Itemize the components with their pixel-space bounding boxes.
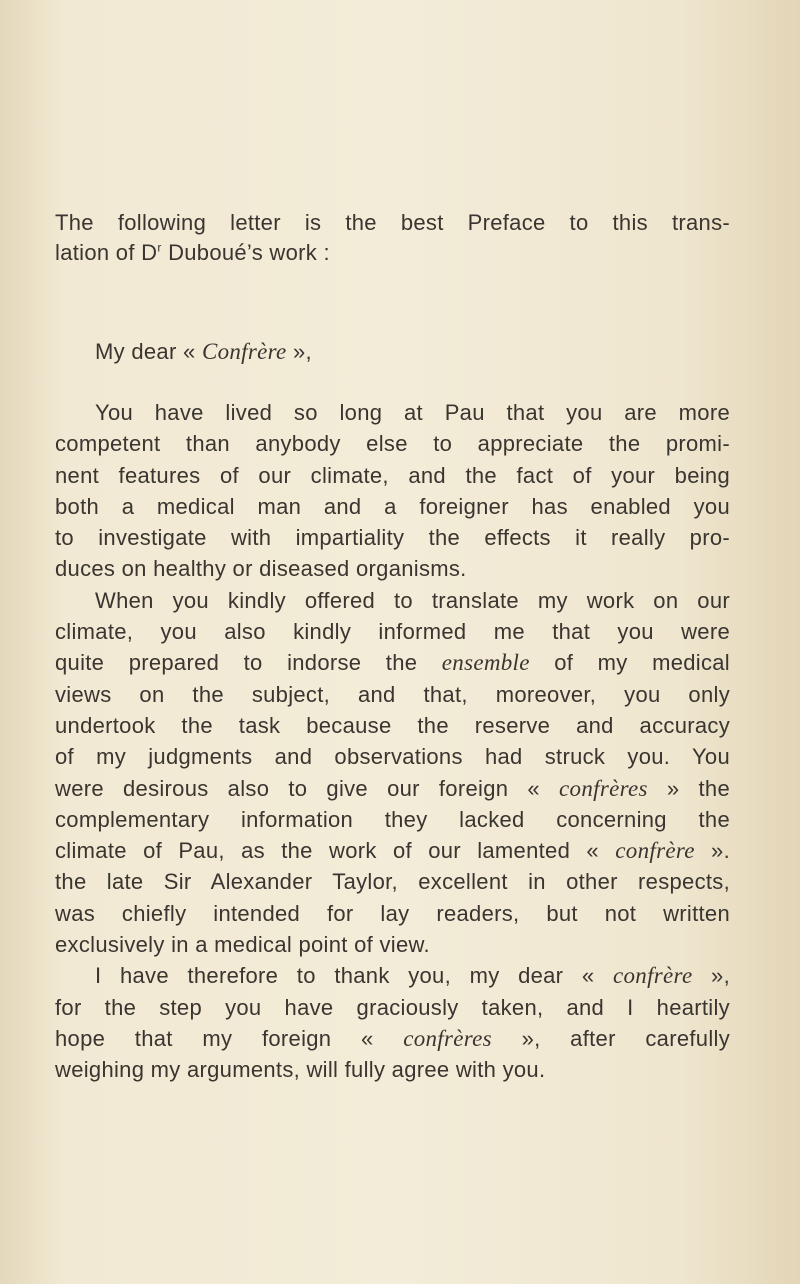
body-italic: confrères <box>403 1025 492 1051</box>
body-text: » the <box>647 775 730 801</box>
intro-line-2 <box>55 238 730 268</box>
body-line: of my judgments and observations had struck you. You <box>55 744 730 770</box>
body-line: climate, you also kindly informed me that you were <box>55 619 730 645</box>
body-line: competent than anybody else to appreciate the promi- <box>55 431 730 457</box>
intro-text: Duboué’s work : <box>161 240 330 265</box>
body-text: ». <box>694 838 730 864</box>
body-line: weighing my arguments, will fully agree with you. <box>55 1057 546 1083</box>
body-line: for the step you have graciously taken, and I heartily <box>55 994 730 1020</box>
body-text: were desirous also to give our foreign « <box>55 775 560 801</box>
body-italic: confrère <box>613 963 693 989</box>
body-italic: ensemble <box>441 650 530 676</box>
intro-line-1: The following letter is the best Preface to this trans- <box>55 210 730 235</box>
body-line: You have lived so long at Pau that you are more <box>95 400 730 425</box>
letter-body <box>55 397 730 1086</box>
salutation-text: My dear « <box>95 339 202 364</box>
body-line: to investigate with impartiality the effects it really pro- <box>55 525 730 551</box>
body-line: was chiefly intended for lay readers, but not written <box>55 900 730 926</box>
body-text: quite prepared to indorse the <box>55 650 442 676</box>
intro-text: lation of D <box>55 240 158 265</box>
body-italic: confrère <box>615 838 695 864</box>
letter-salutation <box>95 337 770 367</box>
body-line: the late Sir Alexander Taylor, excellent in other respects, <box>55 869 730 895</box>
body-line: nent features of our climate, and the fact of your being <box>55 462 730 488</box>
salutation-text: », <box>286 339 312 364</box>
salutation-italic: Confrère <box>201 339 287 364</box>
body-line: undertook the task because the reserve and accuracy <box>55 712 730 738</box>
body-line <box>55 960 730 991</box>
doctor-superscript: r <box>157 240 162 255</box>
body-line <box>55 1023 730 1054</box>
body-text: climate of Pau, as the work of our lamented « <box>55 838 616 864</box>
body-line <box>55 773 730 804</box>
body-line: complementary information they lacked concerning the <box>55 806 730 832</box>
body-italic: confrères <box>559 775 648 801</box>
body-line <box>55 835 730 866</box>
body-line <box>55 647 730 678</box>
body-text: of my medical <box>529 650 730 676</box>
body-line: exclusively in a medical point of view. <box>55 932 430 958</box>
body-text: hope that my foreign « <box>55 1025 404 1051</box>
body-text: », after carefully <box>491 1025 730 1051</box>
body-line: When you kindly offered to translate my work on our <box>95 587 730 613</box>
body-text: », <box>692 963 730 989</box>
body-line: duces on healthy or diseased organisms. <box>55 556 467 582</box>
body-line: both a medical man and a foreigner has enabled you <box>55 493 730 519</box>
preface-intro <box>55 208 730 268</box>
body-text: I have therefore to thank you, my dear « <box>95 963 613 989</box>
body-line: views on the subject, and that, moreover, you only <box>55 681 730 707</box>
